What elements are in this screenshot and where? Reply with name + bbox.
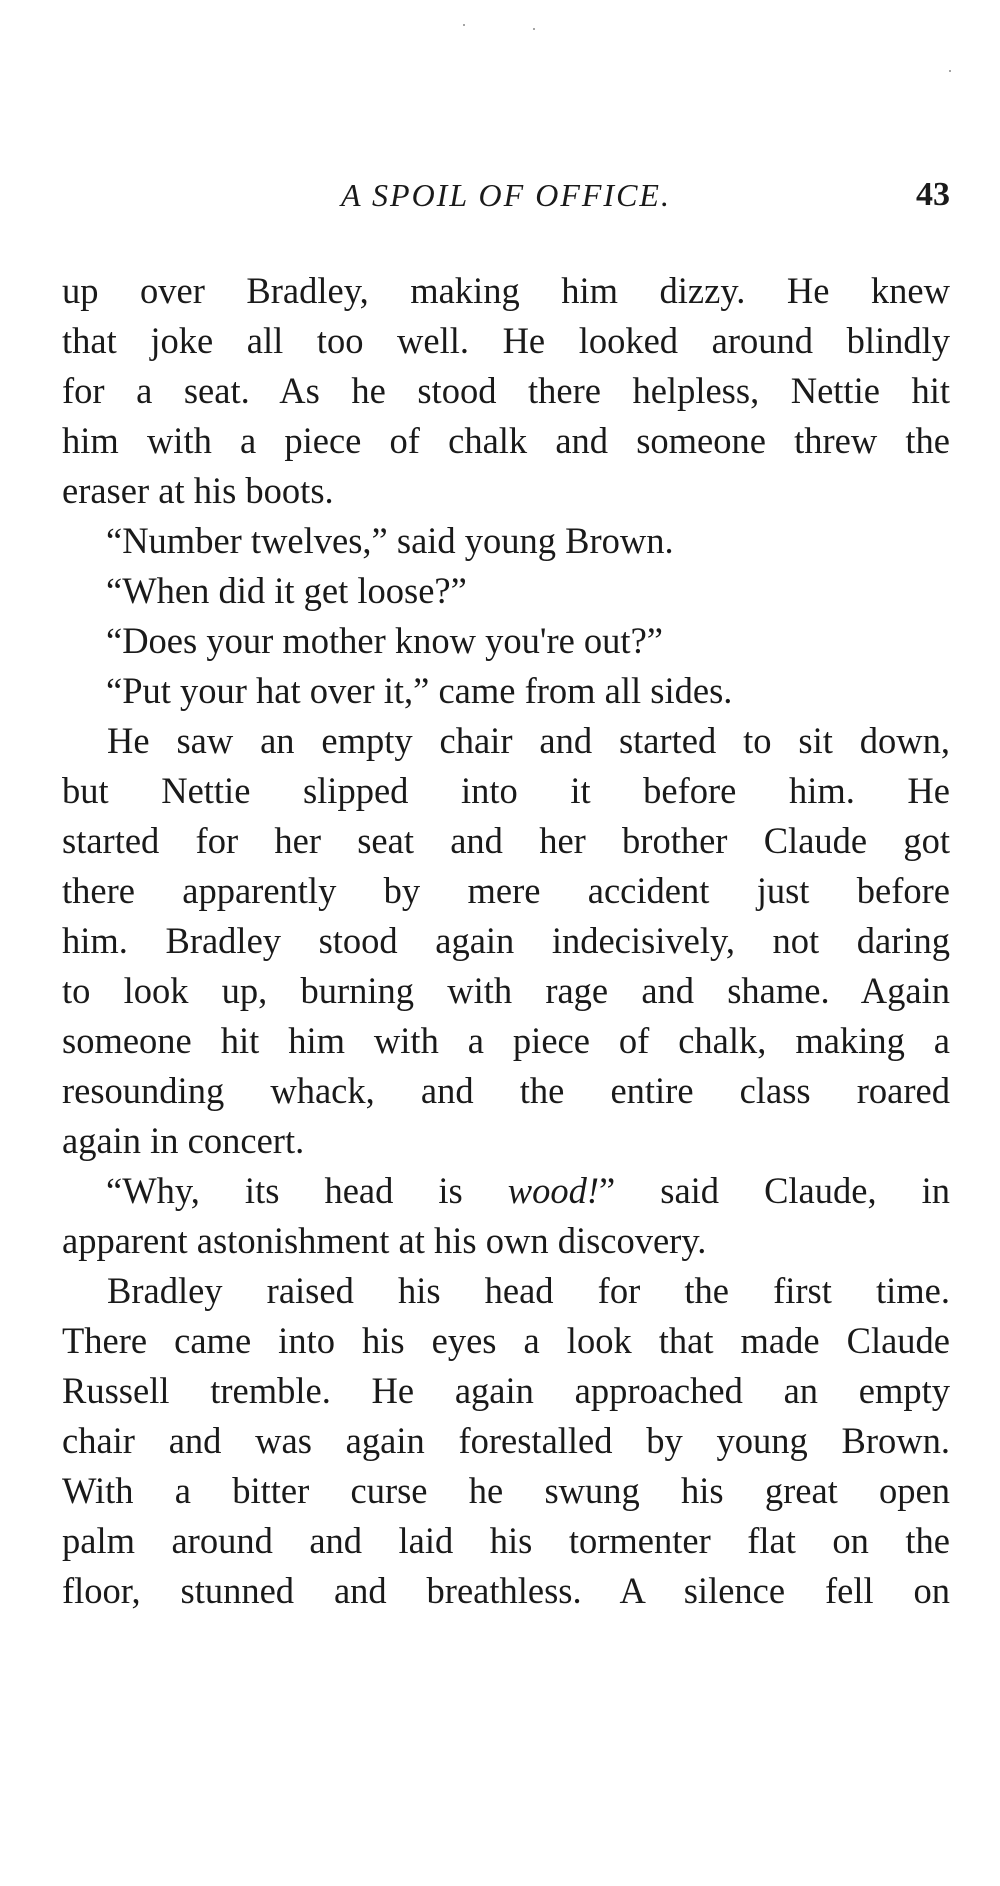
text-line: palm around and laid his tormenter flat on the (62, 1520, 950, 1561)
text-line: that joke all too well. He looked around blindly (62, 320, 950, 361)
text-line: eraser at his boots. (62, 470, 334, 511)
running-title: A SPOIL OF OFFICE. (341, 177, 671, 213)
dialogue-text: ” said Claude, in (599, 1170, 951, 1211)
dialogue-line: “Put your hat over it,” came from all sides. (106, 670, 733, 711)
text-line: someone hit him with a piece of chalk, making a (62, 1020, 950, 1061)
text-line: for a seat. As he stood there helpless, Nettie hit (62, 370, 950, 411)
emphasis-word: wood! (507, 1170, 600, 1211)
page-header (62, 170, 950, 220)
text-line: There came into his eyes a look that made Claude (62, 1320, 950, 1361)
text-line: started for her seat and her brother Claude got (62, 820, 950, 861)
dialogue-line: “Does your mother know you're out?” (106, 620, 663, 661)
page-number: 43 (916, 176, 950, 213)
dialogue-text: “Why, its head is (106, 1170, 508, 1211)
text-line: him with a piece of chalk and someone threw the (62, 420, 950, 461)
text-line: him. Bradley stood again indecisively, not daring (62, 920, 950, 961)
paper-speck (533, 28, 535, 30)
dialogue-line (62, 1166, 950, 1216)
paper-speck (949, 70, 951, 72)
text-line: resounding whack, and the entire class roared (62, 1070, 950, 1111)
text-line: floor, stunned and breathless. A silence fell on (62, 1570, 950, 1611)
text-line: again in concert. (62, 1120, 305, 1161)
text-line: chair and was again forestalled by young Brown. (62, 1420, 950, 1461)
text-line: up over Bradley, making him dizzy. He knew (62, 270, 950, 311)
dialogue-line: “When did it get loose?” (106, 570, 467, 611)
text-line: apparent astonishment at his own discovery. (62, 1220, 707, 1261)
text-line: there apparently by mere accident just before (62, 870, 950, 911)
text-line: With a bitter curse he swung his great open (62, 1470, 950, 1511)
paragraph-first-line: He saw an empty chair and started to sit down, (107, 720, 950, 761)
paper-speck (463, 24, 465, 26)
text-line: to look up, burning with rage and shame. Again (62, 970, 950, 1011)
body-text (62, 266, 950, 1616)
dialogue-line: “Number twelves,” said young Brown. (106, 520, 674, 561)
text-line: Russell tremble. He again approached an empty (62, 1370, 950, 1411)
paragraph-first-line: Bradley raised his head for the first time. (107, 1270, 950, 1311)
text-line: but Nettie slipped into it before him. He (62, 770, 950, 811)
